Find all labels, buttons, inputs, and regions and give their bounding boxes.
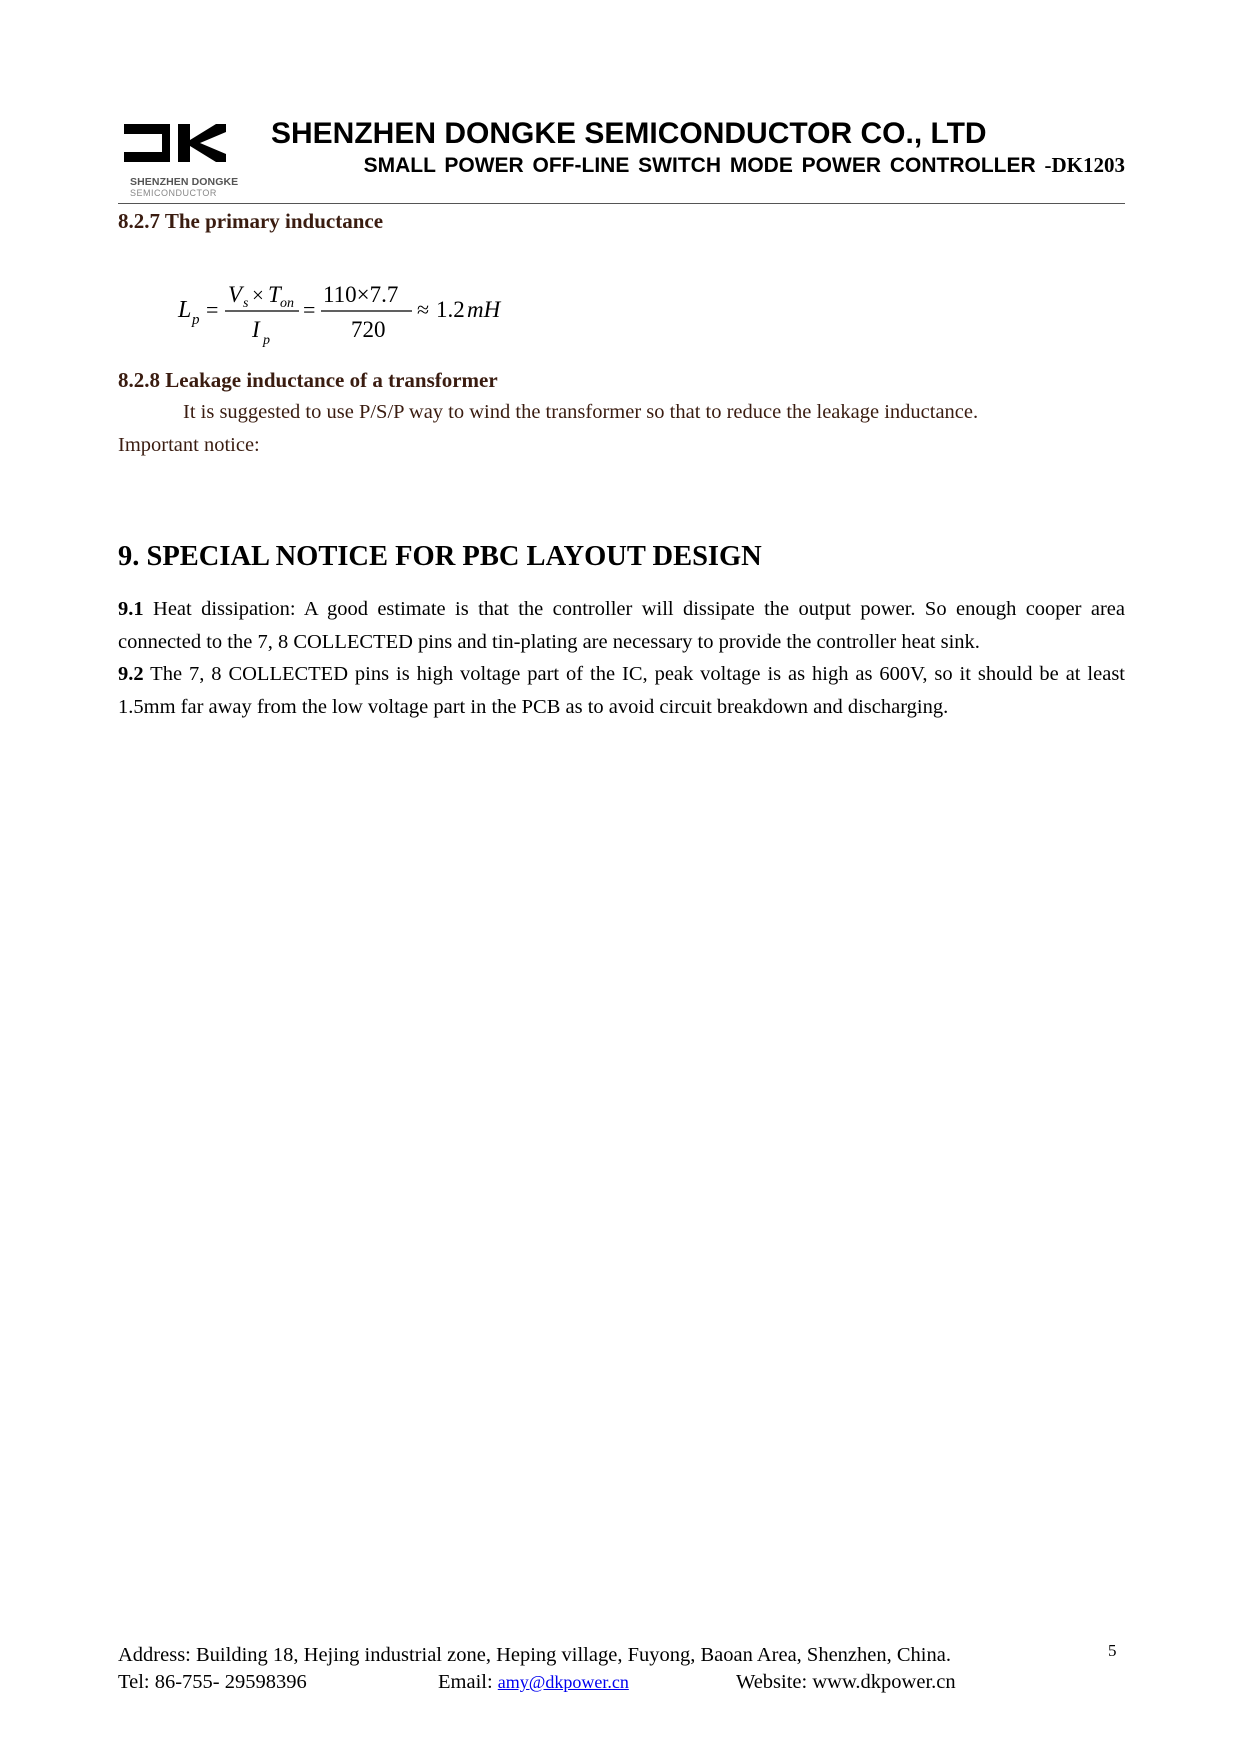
- section-828-heading: 8.2.8 Leakage inductance of a transformer: [118, 368, 498, 392]
- formula-den-i: I: [252, 317, 260, 342]
- paragraph-9-1-text: Heat dissipation: A good estimate is that the controller will dissipate the output power. So enough cooper area connected to the 7, 8 COLLECTED pins and tin-plating are necessary to provide the controller heat sink.: [118, 598, 1125, 653]
- logo-subcaption: SEMICONDUCTOR: [130, 188, 217, 198]
- section-828-text: It is suggested to use P/S/P way to wind the transformer so that to reduce the leakage inductance.: [183, 401, 979, 423]
- formula-eq-2: =: [303, 297, 316, 322]
- formula-times: ×: [252, 283, 264, 307]
- dk-logo-icon: [118, 117, 248, 177]
- section-9-heading: 9. SPECIAL NOTICE FOR PBC LAYOUT DESIGN: [118, 541, 762, 572]
- formula-num-v: V: [228, 282, 243, 307]
- formula-num-t: T: [268, 282, 281, 307]
- email-link[interactable]: amy@dkpower.cn: [497, 1672, 629, 1692]
- formula-den-values: 720: [351, 317, 386, 342]
- company-logo: [118, 117, 248, 197]
- formula-lhs: L: [178, 297, 192, 323]
- logo-caption: SHENZHEN DONGKE: [130, 176, 239, 188]
- important-notice: Important notice:: [118, 434, 260, 456]
- page-number: 5: [1108, 1641, 1117, 1660]
- company-name: SHENZHEN DONGKE SEMICONDUCTOR CO., LTD: [271, 117, 987, 150]
- section-827-heading: 8.2.7 The primary inductance: [118, 209, 384, 233]
- formula-approx: ≈: [417, 297, 430, 322]
- formula-num-t-sub: on: [280, 296, 294, 311]
- paragraph-9-1: [118, 593, 1125, 658]
- formula-lhs-sub: p: [192, 312, 200, 328]
- subtitle-text: SMALL POWER OFF-LINE SWITCH MODE POWER CONTROLLER: [363, 154, 1036, 177]
- formula-num-values: 110×7.7: [323, 282, 399, 307]
- inductance-formula: [172, 274, 532, 359]
- footer-tel: Tel: 86-755- 29598396: [118, 1671, 307, 1693]
- paragraph-9-2: [118, 658, 1125, 723]
- footer-email: [438, 1669, 629, 1695]
- footer-email-label: Email:: [438, 1671, 493, 1693]
- paragraph-9-1-label: 9.1: [118, 598, 144, 620]
- formula-result: 1.2: [436, 297, 465, 322]
- footer-address: Address: Building 18, Hejing industrial zone, Heping village, Fuyong, Baoan Area, Shenzhen, China.: [118, 1644, 951, 1666]
- paragraph-9-2-text: The 7, 8 COLLECTED pins is high voltage part of the IC, peak voltage is as high as 600V, so it should be at least 1.5mm far away from the low voltage part in the PCB as to avoid circuit breakdown and discharging.: [118, 663, 1125, 718]
- formula-eq-1: =: [206, 297, 219, 322]
- header-divider: [118, 203, 1125, 204]
- document-subtitle: [364, 152, 1125, 179]
- model-number: -DK1203: [1044, 153, 1125, 177]
- formula-den-i-sub: p: [263, 333, 270, 348]
- paragraph-9-2-label: 9.2: [118, 663, 144, 685]
- formula-unit: mH: [467, 297, 501, 322]
- footer-website: Website: www.dkpower.cn: [736, 1671, 956, 1693]
- formula-num-v-sub: s: [243, 296, 249, 311]
